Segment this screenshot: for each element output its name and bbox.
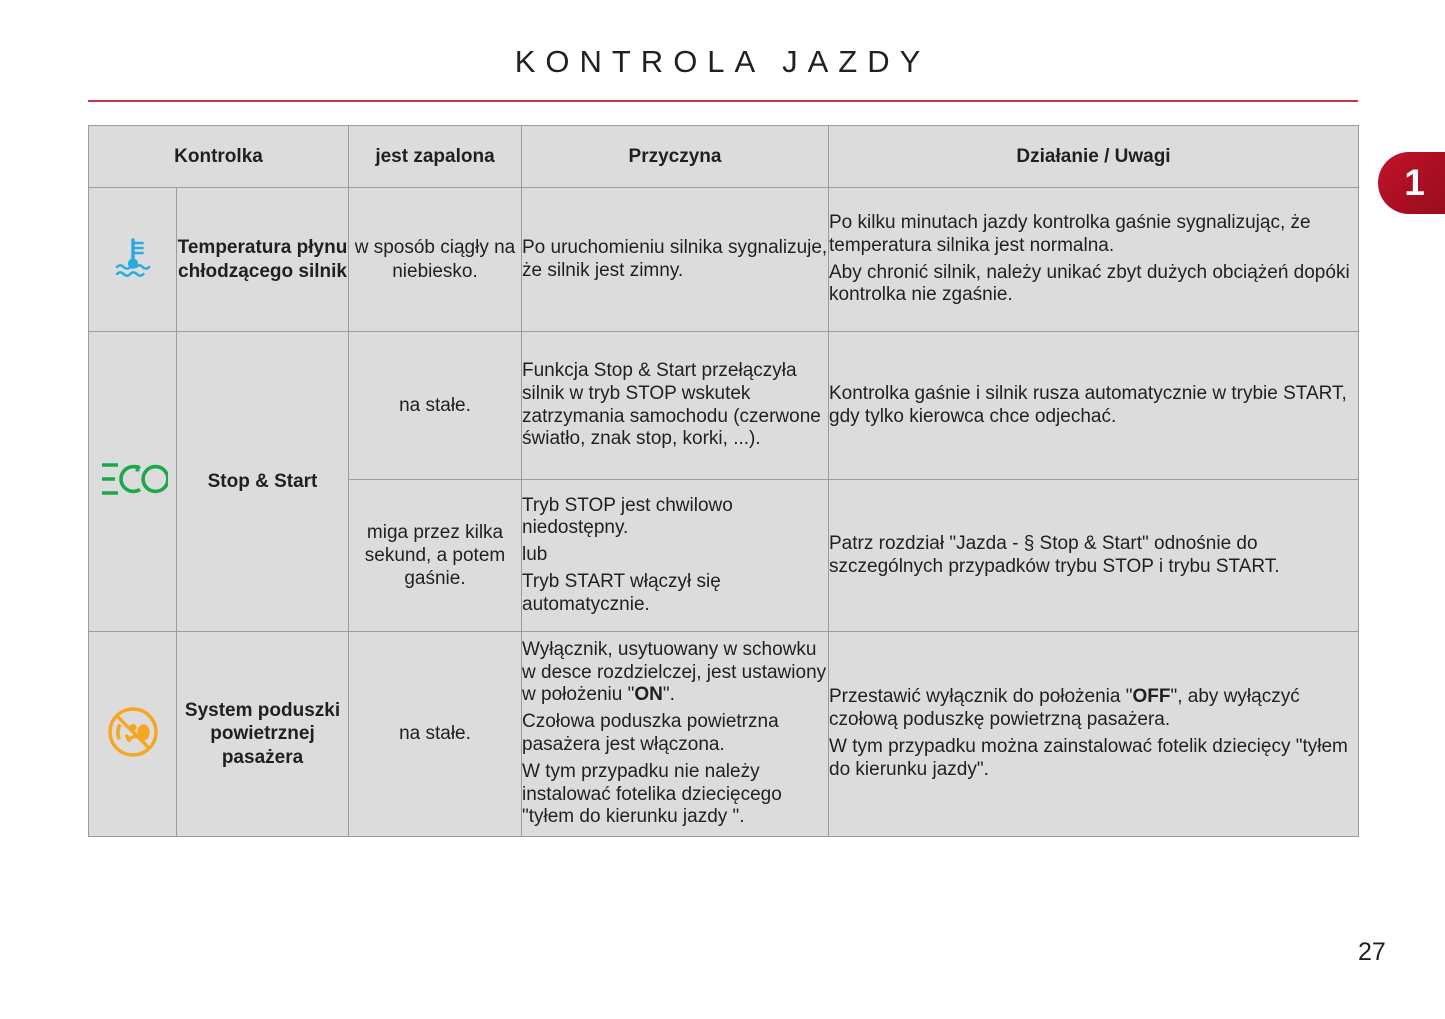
chapter-tab xyxy=(1378,152,1445,214)
row-lit-coolant: w sposób ciągły na niebiesko. xyxy=(349,188,522,332)
row-action-stop-start-1: Kontrolka gaśnie i silnik rusza automatycznie w trybie START, gdy tylko kierowca chce odjechać. xyxy=(829,332,1359,480)
header-kontrolka: Kontrolka xyxy=(89,126,349,188)
table-row xyxy=(89,188,1359,332)
table-header-row xyxy=(89,126,1359,188)
passenger-airbag-disabled-icon xyxy=(106,705,160,759)
airbag-icon-cell xyxy=(89,632,177,837)
row-label-airbag: System poduszki powietrznej pasażera xyxy=(177,632,349,837)
row-lit-airbag: na stałe. xyxy=(349,632,522,837)
row-action-stop-start-2: Patrz rozdział "Jazda - § Stop & Start" odnośnie do szczególnych przypadków trybu STOP i trybu START. xyxy=(829,480,1359,632)
eco-icon-cell xyxy=(89,332,177,632)
page-title: KONTROLA JAZDY xyxy=(514,44,931,79)
table-row xyxy=(89,332,1359,480)
title-divider xyxy=(88,100,1358,102)
row-cause-airbag: Wyłącznik, usytuowany w schowku w desce rozdzielczej, jest ustawiony w położeniu "ON". Czołowa poduszka powietrzna pasażera jest włączona. W tym przypadku nie należy instalować fotelika dziecięcego "tyłem do kierunku jazdy ". xyxy=(522,632,829,837)
row-label-coolant: Temperatura płynu chłodzącego silnik xyxy=(177,188,349,332)
coolant-icon-cell xyxy=(89,188,177,332)
row-cause-stop-start-1: Funkcja Stop & Start przełączyła silnik w tryb STOP wskutek zatrzymania samochodu (czerwone światło, znak stop, korki, ...). xyxy=(522,332,829,480)
row-action-coolant: Po kilku minutach jazdy kontrolka gaśnie sygnalizując, że temperatura silnika jest normalna. Aby chronić silnik, należy unikać zbyt dużych obciążeń dopóki kontrolka nie zgaśnie. xyxy=(829,188,1359,332)
header-przyczyna: Przyczyna xyxy=(522,126,829,188)
header-dzialanie-uwagi: Działanie / Uwagi xyxy=(829,126,1359,188)
row-cause-stop-start-2: Tryb STOP jest chwilowo niedostępny. lub Tryb START włączył się automatycznie. xyxy=(522,480,829,632)
table-row xyxy=(89,632,1359,837)
page-number: 27 xyxy=(1358,938,1386,966)
header-jest-zapalona: jest zapalona xyxy=(349,126,522,188)
row-label-stop-start: Stop & Start xyxy=(177,332,349,632)
row-lit-stop-start-1: na stałe. xyxy=(349,332,522,480)
chapter-tab-number: 1 xyxy=(1404,162,1425,203)
row-lit-stop-start-2: miga przez kilka sekund, a potem gaśnie. xyxy=(349,480,522,632)
row-action-airbag: Przestawić wyłącznik do położenia "OFF", aby wyłączyć czołową poduszkę powietrzną pasażera. W tym przypadku można zainstalować fotelik dziecięcy "tyłem do kierunku jazdy". xyxy=(829,632,1359,837)
coolant-temperature-icon xyxy=(110,234,156,280)
row-cause-coolant: Po uruchomieniu silnika sygnalizuje, że silnik jest zimny. xyxy=(522,188,829,332)
warning-lights-table xyxy=(88,125,1359,837)
eco-stop-start-icon xyxy=(98,462,168,496)
